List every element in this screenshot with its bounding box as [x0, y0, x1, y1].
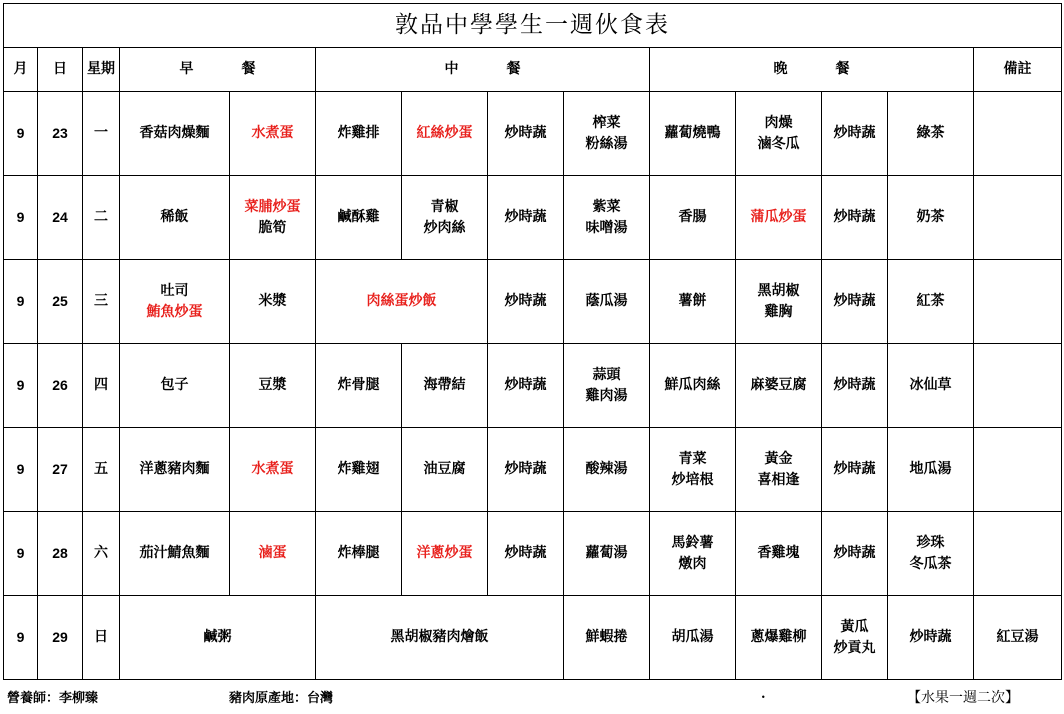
table-row: [4, 512, 1062, 596]
dinner-cell: 冰仙草: [888, 344, 974, 428]
lunch-cell: 炸雞翅: [316, 428, 402, 512]
day-cell: 27: [38, 428, 83, 512]
dinner-cell: 香雞塊: [736, 512, 822, 596]
day-cell: 25: [38, 260, 83, 344]
breakfast-cell: 包子: [120, 344, 230, 428]
header-breakfast: 早 餐: [120, 48, 316, 92]
breakfast-item: 吐司: [160, 282, 189, 299]
lunch-cell: 榨菜 粉絲湯: [564, 92, 650, 176]
header-dinner: 晚 餐: [650, 48, 974, 92]
breakfast-cell: 香菇肉燥麵: [120, 92, 230, 176]
note-cell: [974, 428, 1062, 512]
header-month: 月: [4, 48, 38, 92]
footer: [3, 685, 1061, 709]
lunch-cell: 海帶結: [402, 344, 488, 428]
weekday-cell: 二: [83, 176, 120, 260]
dinner-cell: 蔥爆雞柳: [736, 596, 822, 680]
breakfast-item: 鮪魚炒蛋: [146, 303, 203, 320]
day-cell: 26: [38, 344, 83, 428]
dinner-cell: 紅豆湯: [974, 596, 1062, 680]
dinner-cell: 炒時蔬: [822, 344, 888, 428]
lunch-cell: 炸雞排: [316, 92, 402, 176]
lunch-cell: 炒時蔬: [488, 260, 564, 344]
header-day: 日: [38, 48, 83, 92]
note-cell: [974, 176, 1062, 260]
dinner-cell: 薯餅: [650, 260, 736, 344]
dinner-cell: 紅茶: [888, 260, 974, 344]
weekday-cell: 四: [83, 344, 120, 428]
nutritionist-label: 營養師：李柳臻: [7, 691, 99, 706]
breakfast-cell-stacked: [230, 176, 316, 260]
breakfast-item: 菜脯炒蛋: [244, 198, 301, 215]
lunch-cell: 鮮蝦捲: [564, 596, 650, 680]
lunch-cell: 炒時蔬: [488, 176, 564, 260]
lunch-cell: 炒時蔬: [488, 92, 564, 176]
breakfast-cell: 米漿: [230, 260, 316, 344]
month-cell: 9: [4, 512, 38, 596]
lunch-cell: 黑胡椒豬肉燴飯: [316, 596, 564, 680]
dinner-cell: 地瓜湯: [888, 428, 974, 512]
table-row: [4, 344, 1062, 428]
month-cell: 9: [4, 596, 38, 680]
dinner-cell: 珍珠 冬瓜茶: [888, 512, 974, 596]
day-cell: 28: [38, 512, 83, 596]
lunch-cell: 蘿蔔湯: [564, 512, 650, 596]
header-lunch: 中 餐: [316, 48, 650, 92]
dinner-cell: 青菜 炒培根: [650, 428, 736, 512]
breakfast-cell: 稀飯: [120, 176, 230, 260]
day-cell: 29: [38, 596, 83, 680]
dinner-cell: 鮮瓜肉絲: [650, 344, 736, 428]
month-cell: 9: [4, 260, 38, 344]
table-row: [4, 92, 1062, 176]
note-cell: [974, 512, 1062, 596]
lunch-cell: 蒜頭 雞肉湯: [564, 344, 650, 428]
pork-origin-label: 豬肉原產地：台灣: [229, 691, 334, 706]
dinner-cell: 香腸: [650, 176, 736, 260]
breakfast-cell: 水煮蛋: [230, 92, 316, 176]
dinner-cell: 奶茶: [888, 176, 974, 260]
header-weekday: 星期: [83, 48, 120, 92]
dinner-cell: 肉燥 滷冬瓜: [736, 92, 822, 176]
header-notes: 備註: [974, 48, 1062, 92]
dinner-cell: 麻婆豆腐: [736, 344, 822, 428]
lunch-cell: 油豆腐: [402, 428, 488, 512]
weekday-cell: 一: [83, 92, 120, 176]
breakfast-cell: 鹹粥: [120, 596, 316, 680]
lunch-cell: 炸棒腿: [316, 512, 402, 596]
dinner-cell: 黃金 喜相逢: [736, 428, 822, 512]
weekday-cell: 日: [83, 596, 120, 680]
dinner-cell: 蒲瓜炒蛋: [736, 176, 822, 260]
month-cell: 9: [4, 92, 38, 176]
breakfast-cell: 滷蛋: [230, 512, 316, 596]
dinner-cell: 蘿蔔燒鴨: [650, 92, 736, 176]
lunch-cell: 鹹酥雞: [316, 176, 402, 260]
lunch-cell: 炸骨腿: [316, 344, 402, 428]
lunch-cell: 洋蔥炒蛋: [402, 512, 488, 596]
dinner-cell: 綠茶: [888, 92, 974, 176]
dinner-cell: 炒時蔬: [822, 428, 888, 512]
month-cell: 9: [4, 344, 38, 428]
table-row: [4, 260, 1062, 344]
day-cell: 23: [38, 92, 83, 176]
weekday-cell: 六: [83, 512, 120, 596]
breakfast-cell: 茄汁鯖魚麵: [120, 512, 230, 596]
lunch-cell: 胡瓜湯: [650, 596, 736, 680]
lunch-cell: 蔭瓜湯: [564, 260, 650, 344]
weekday-cell: 五: [83, 428, 120, 512]
breakfast-item: 脆筍: [258, 219, 287, 236]
breakfast-cell-stacked: [120, 260, 230, 344]
breakfast-cell: 洋蔥豬肉麵: [120, 428, 230, 512]
dinner-cell: 炒時蔬: [822, 176, 888, 260]
breakfast-cell: 水煮蛋: [230, 428, 316, 512]
dinner-cell: 炒時蔬: [888, 596, 974, 680]
weekday-cell: 三: [83, 260, 120, 344]
dinner-cell: 馬鈴薯 燉肉: [650, 512, 736, 596]
lunch-cell: 紫菜 味噌湯: [564, 176, 650, 260]
day-cell: 24: [38, 176, 83, 260]
lunch-cell: 炒時蔬: [488, 344, 564, 428]
dinner-cell: 炒時蔬: [822, 92, 888, 176]
table-row: [4, 596, 1062, 680]
month-cell: 9: [4, 176, 38, 260]
dinner-cell: 黑胡椒 雞胸: [736, 260, 822, 344]
month-cell: 9: [4, 428, 38, 512]
breakfast-cell: 豆漿: [230, 344, 316, 428]
note-cell: [974, 260, 1062, 344]
dinner-cell: 炒時蔬: [822, 512, 888, 596]
note-cell: [974, 92, 1062, 176]
table-row: [4, 176, 1062, 260]
lunch-cell: 青椒 炒肉絲: [402, 176, 488, 260]
dinner-cell: 炒時蔬: [822, 260, 888, 344]
page-title: 敦品中學學生一週伙食表: [4, 4, 1062, 48]
note-cell: [974, 344, 1062, 428]
dinner-cell: 黃瓜 炒貢丸: [822, 596, 888, 680]
lunch-cell: 炒時蔬: [488, 428, 564, 512]
lunch-cell: 肉絲蛋炒飯: [316, 260, 488, 344]
table-row: [4, 428, 1062, 512]
lunch-cell: 炒時蔬: [488, 512, 564, 596]
lunch-cell: 酸辣湯: [564, 428, 650, 512]
lunch-cell: 紅絲炒蛋: [402, 92, 488, 176]
footer-dot: .: [761, 687, 766, 702]
weekly-menu-table: [3, 3, 1062, 680]
fruit-note: 【水果一週二次】: [907, 690, 1019, 706]
